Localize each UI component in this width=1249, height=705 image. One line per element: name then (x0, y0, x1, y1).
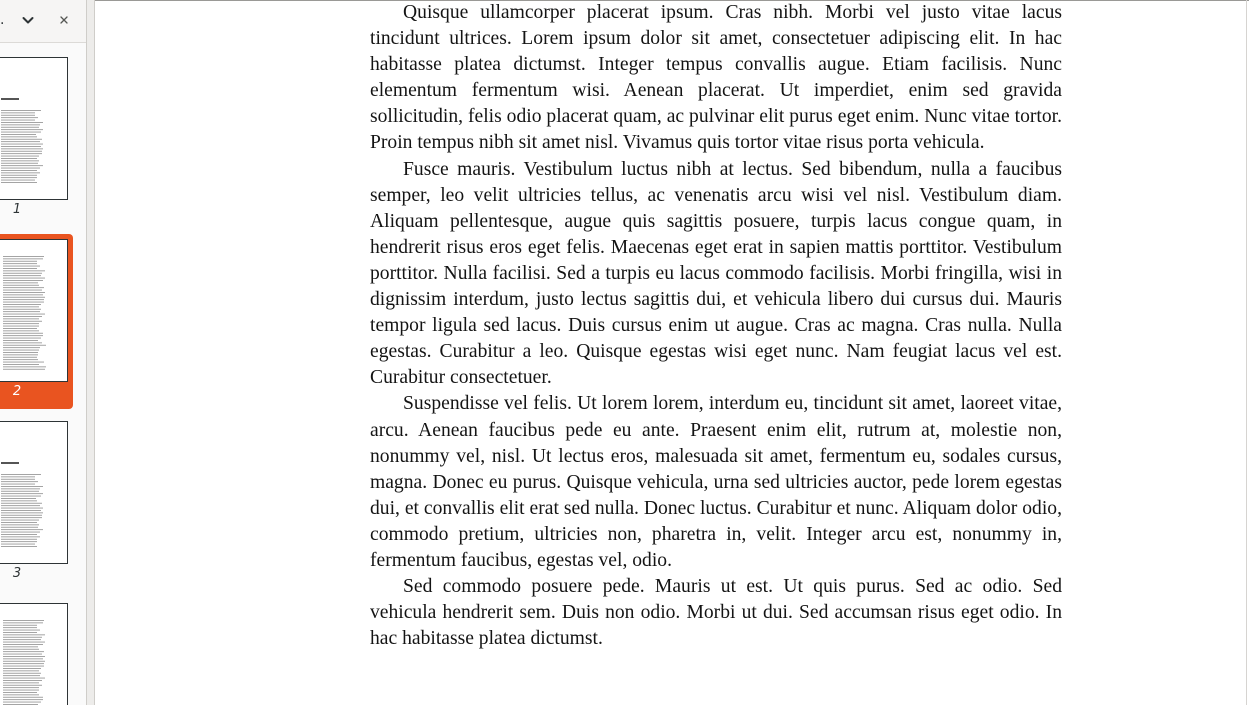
thumbnail-text-line (3, 290, 42, 291)
thumbnail-text-line (3, 630, 40, 631)
thumbnail-text-line (3, 335, 43, 336)
thumbnail-text-line (3, 644, 43, 645)
thumbnail-text-line (3, 627, 37, 628)
thumbnail-text-line (3, 642, 45, 643)
thumbnail-text-line (3, 685, 42, 686)
thumbnail-text-line (3, 292, 45, 293)
thumbnail-text-line (3, 304, 41, 305)
thumbnail-text-line (3, 328, 37, 329)
thumbnail-text-line (3, 261, 37, 262)
close-icon (58, 14, 70, 26)
thumbnail-text-line (3, 316, 42, 317)
thumbnail-text-line (1, 544, 35, 545)
thumbnail-text-line (3, 256, 44, 257)
thumbnail-text-line (3, 268, 37, 269)
thumbnail-text-line (1, 124, 40, 125)
thumbnail-text-line (3, 330, 39, 331)
thumbnail-text-line (3, 362, 44, 363)
thumbnail-text-line (3, 646, 38, 647)
thumbnail-text-line (3, 275, 41, 276)
thumbnail-text-line (3, 294, 43, 295)
thumbnail-text-line (1, 517, 42, 518)
thumbnail-text-line (3, 309, 41, 310)
thumbnail-text-line (1, 170, 37, 171)
chevron-down-icon (21, 13, 35, 27)
thumbnail-text-line (3, 280, 43, 281)
thumbnail-text-line (3, 666, 44, 667)
sidebar-mode-label[interactable]: . (0, 12, 5, 28)
thumbnail-text-line (3, 661, 45, 662)
thumbnail-text-line (3, 625, 37, 626)
thumbnail-text-line (1, 132, 41, 133)
thumbnail-text-line (1, 476, 35, 477)
thumbnail-text-line (1, 524, 39, 525)
thumbnail-text-line (1, 153, 42, 154)
thumbnail-text-line (1, 520, 39, 521)
thumbnail-text-line (3, 311, 40, 312)
thumbnail-text-line (3, 345, 46, 346)
thumbnail-text-line (3, 670, 39, 671)
page-edge (1246, 0, 1247, 705)
thumbnail-text-line (1, 146, 41, 147)
thumbnail-text-line (3, 699, 43, 700)
thumbnail-text-line (1, 120, 35, 121)
thumbnail-text-line (3, 306, 39, 307)
thumbnail-text-line (1, 546, 37, 547)
thumbnail-text-line (1, 498, 36, 499)
thumbnail-text-line (1, 488, 40, 489)
thumbnail-text-line (1, 134, 36, 135)
thumbnail-text-line (1, 158, 37, 159)
thumbnail-text-line (3, 668, 41, 669)
thumbnail-text-line (1, 177, 37, 178)
page-number-label: 2 (12, 384, 22, 399)
thumbnail-text-line (3, 364, 39, 365)
thumbnail-text-line (3, 342, 42, 343)
thumbnail-text-line (1, 534, 37, 535)
thumbnail-text-line (1, 541, 37, 542)
thumbnail-heading-line (1, 462, 19, 464)
thumbnail-text-line (3, 702, 41, 703)
thumbnail-text-line (1, 474, 41, 475)
thumbnail-text-line (3, 658, 43, 659)
thumbnail-text-line (1, 484, 35, 485)
page-number-label: 1 (12, 202, 22, 217)
thumbnail-text-line (3, 639, 41, 640)
thumbnail-text-line (1, 481, 38, 482)
thumbnail-text-line (3, 651, 44, 652)
thumbnail-text-line (3, 682, 39, 683)
thumbnail-text-line (3, 333, 43, 334)
thumbnail-text-line (1, 496, 41, 497)
paragraph: Fusce mauris. Vestibulum luctus nibh at lectus. Sed bibendum, nulla a faucibus semper, leo velit ultricies tellus, ac venenatis arcu wisi vel nisl. Vestibulum diam. Aliquam pellentesque, augue quis sagittis posuere, turpis lacus congue quam, in hendrerit risus eros eget felis. Maecenas eget erat in sapien mattis porttitor. Vestibulum porttitor. Nulla facilisi. Sed a turpis eu lacus commodo facilisis. Morbi fringilla, wisi in dignissim interdum, justo lectus sagittis dui, et vehicula libero dui cursus dui. Mauris tempor ligula sed lacus. Duis cursus enim ut augue. Cras ac magna. Cras nulla. Nulla egestas. Curabitur a leo. Quisque egestas wisi eget nunc. Nam feugiat lacus vel est. Curabitur consectetuer. (370, 158, 1062, 389)
thumbnail-text-line (1, 151, 42, 152)
thumbnail-sidebar (0, 0, 86, 705)
thumbnail-text-line (3, 649, 39, 650)
thumbnail-text-line (1, 510, 41, 511)
thumbnail-text-line (1, 112, 35, 113)
thumbnail-text-line (1, 180, 35, 181)
thumbnail-text-line (3, 654, 42, 655)
thumbnail-text-line (1, 168, 40, 169)
thumbnail-text-line (1, 163, 38, 164)
thumbnail-text-line (1, 527, 38, 528)
thumbnail-text-line (1, 127, 39, 128)
sidebar-pane-divider[interactable] (86, 0, 95, 705)
thumbnail-text-line (3, 350, 39, 351)
thumbnail-text-line (1, 479, 35, 480)
thumbnail-text-line (3, 359, 38, 360)
page-thumbnail-1[interactable] (0, 57, 68, 200)
thumbnail-text-line (3, 680, 42, 681)
thumbnail-text-line (1, 110, 41, 111)
thumbnail-text-line (1, 172, 40, 173)
thumbnail-text-line (3, 692, 37, 693)
thumbnail-text-line (3, 273, 42, 274)
thumbnail-text-line (3, 338, 41, 339)
thumbnail-text-line (1, 117, 38, 118)
thumbnail-text-line (3, 354, 38, 355)
thumbnail-text-line (1, 144, 43, 145)
thumbnail-text-line (1, 486, 43, 487)
sidebar-dropdown-button[interactable] (18, 10, 38, 30)
thumbnail-text-line (3, 297, 45, 298)
thumbnail-text-line (3, 347, 40, 348)
page-thumbnail-4[interactable] (0, 603, 68, 705)
thumbnail-text-line (1, 539, 37, 540)
thumbnail-text-line (3, 302, 44, 303)
thumbnail-text-line (1, 500, 37, 501)
thumbnail-text-line (1, 115, 35, 116)
thumbnail-text-line (3, 278, 45, 279)
thumbnail-text-line (3, 622, 43, 623)
thumbnail-text-line (3, 663, 44, 664)
thumbnail-text-line (3, 287, 44, 288)
thumbnail-text-line (1, 165, 43, 166)
thumbnail-text-line (1, 139, 42, 140)
thumbnail-text-line (3, 678, 45, 679)
thumbnail-text-line (3, 321, 42, 322)
thumbnail-text-line (1, 141, 40, 142)
thumbnail-text-line (1, 175, 37, 176)
thumbnail-text-line (3, 357, 37, 358)
thumbnail-text-line (1, 493, 43, 494)
thumbnail-text-line (3, 656, 45, 657)
thumbnail-text-line (1, 182, 37, 183)
thumbnail-text-line (3, 690, 39, 691)
paragraph: Sed commodo posuere pede. Mauris ut est. Ut quis purus. Sed ac odio. Sed vehicula hendrerit sem. Duis non odio. Morbi ut dui. Sed accumsan risus eget odio. In hac habitasse platea dictumst. (370, 576, 1062, 650)
thumbnail-text-line (3, 270, 45, 271)
page-number-label: 3 (12, 566, 22, 581)
thumbnail-text-line (1, 503, 42, 504)
thumbnail-text-line (3, 697, 43, 698)
thumbnail-text-line (3, 263, 37, 264)
sidebar-close-button[interactable] (54, 10, 74, 30)
thumbnail-text-line (3, 369, 45, 370)
sidebar-header (0, 0, 86, 43)
thumbnail-text-line (3, 258, 43, 259)
thumbnail-text-line (3, 299, 44, 300)
thumbnail-text-line (3, 687, 39, 688)
thumbnail-text-line (3, 673, 41, 674)
document-page (370, 0, 1062, 652)
thumbnail-text-line (1, 122, 43, 123)
page-thumbnail-3[interactable] (0, 421, 68, 564)
thumbnail-text-line (1, 515, 42, 516)
thumbnail-heading-line (1, 98, 19, 100)
thumbnail-text-line (3, 314, 45, 315)
thumbnail-text-line (3, 323, 39, 324)
thumbnail-text-line (3, 634, 45, 635)
thumbnail-text-line (1, 505, 40, 506)
thumbnail-text-line (1, 532, 40, 533)
thumbnail-text-line (3, 340, 38, 341)
thumbnail-text-line (1, 148, 43, 149)
thumbnail-text-line (1, 156, 39, 157)
thumbnail-text-line (1, 491, 39, 492)
thumbnail-text-line (1, 522, 37, 523)
thumbnail-text-line (1, 512, 43, 513)
thumbnail-text-line (3, 620, 44, 621)
thumbnail-text-line (3, 637, 42, 638)
thumbnail-text-line (3, 282, 38, 283)
thumbnail-text-line (3, 266, 40, 267)
paragraph: Suspendisse vel felis. Ut lorem lorem, interdum eu, tincidunt sit amet, laoreet vitae, arcu. Aenean faucibus pede eu ante. Praesent enim elit, rutrum at, molestie non, nonummy vel, nisl. Ut lectus eros, malesuada sit amet, fermentum eu, sodales cursus, magna. Donec eu purus. Quisque vehicula, urna sed ultricies auctor, pede lorem egestas dui, et convallis elit erat sed nulla. Donec luctus. Curabitur et nunc. Aliquam dolor odio, commodo pretium, ultricies non, pharetra in, velit. Integer arcu est, nonummy in, fermentum faucibus, egestas vel, odio. (370, 393, 1062, 571)
thumbnail-text-line (3, 632, 37, 633)
thumbnail-text-line (3, 366, 46, 367)
thumbnail-text-line (3, 326, 39, 327)
thumbnail-text-line (1, 536, 40, 537)
paragraph: Quisque ullamcorper placerat ipsum. Cras nibh. Morbi vel justo vitae lacus tincidunt ultrices. Lorem ipsum dolor sit amet, consectetuer adipiscing elit. In hac habitasse platea dictumst. Integer tempus convallis augue. Etiam facilisis. Nunc elementum fermentum wisi. Aenean placerat. Ut imperdiet, enim sed gravida sollicitudin, felis odio placerat quam, ac pulvinar elit purus eget enim. Nunc vitae tortor. Proin tempus nibh sit amet nisl. Vivamus quis tortor vitae risus porta vehicula. (370, 2, 1062, 154)
thumbnail-text-line (3, 694, 39, 695)
thumbnail-text-line (1, 129, 43, 130)
thumbnail-text-line (1, 529, 43, 530)
thumbnail-text-line (1, 508, 43, 509)
thumbnail-text-line (1, 136, 37, 137)
page-thumbnail-2[interactable] (0, 239, 68, 382)
thumbnail-text-line (3, 352, 38, 353)
thumbnail-text-line (3, 285, 39, 286)
thumbnail-text-line (3, 675, 40, 676)
thumbnail-text-line (3, 318, 39, 319)
thumbnail-text-line (1, 160, 39, 161)
